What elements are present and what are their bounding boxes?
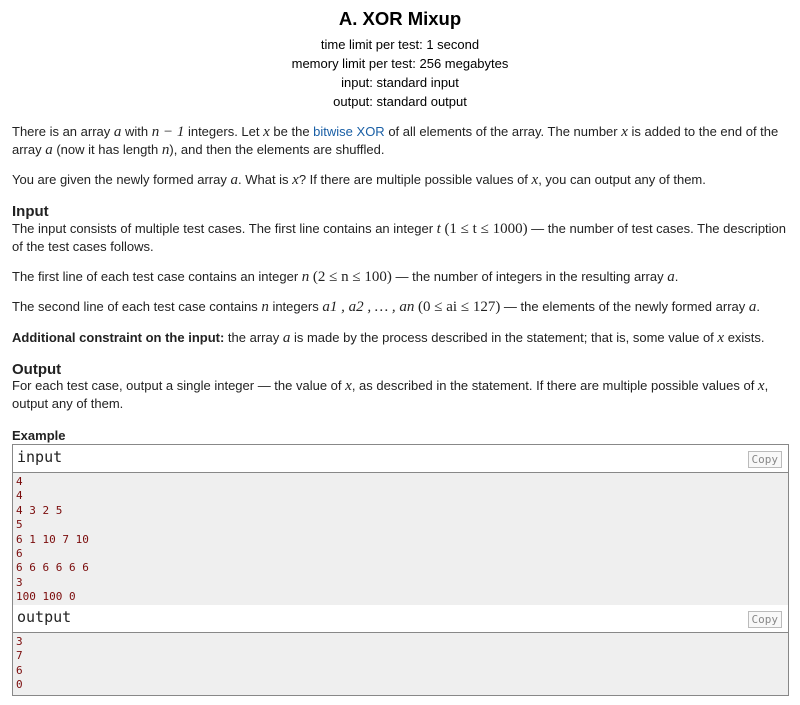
example-output-label: output <box>17 608 72 626</box>
output-section-title: Output <box>12 361 62 378</box>
input-line: 4 <box>16 489 23 503</box>
statement-paragraph-2: You are given the newly formed array a. What is x? If there are multiple possible values of x, you can output any of them. <box>12 172 706 188</box>
memory-limit: memory limit per test: 256 megabytes <box>291 56 509 71</box>
input-paragraph-2: The first line of each test case contains an integer n (2 ≤ n ≤ 100) — the number of integers in the resulting array a. <box>12 269 679 285</box>
output-line: 6 <box>16 663 23 677</box>
problem-title: A. XOR Mixup <box>338 8 462 29</box>
input-section-title: Input <box>12 203 49 220</box>
example-output-content <box>13 633 788 695</box>
copy-input-button[interactable]: Copy <box>748 451 783 468</box>
statement-paragraph-1: There is an array a with n − 1 integers. Let x be the bitwise XOR of all elements of the array. The number x is added to the end of the array a (now it has length n), and then the elements are shuffled. <box>12 124 779 158</box>
example-input-box <box>12 444 789 608</box>
bitwise-xor-link[interactable]: bitwise XOR <box>313 124 385 139</box>
input-line: 6 6 6 6 6 6 <box>16 561 89 575</box>
output-line: 0 <box>16 678 23 692</box>
input-line: 100 100 0 <box>16 590 76 604</box>
output-paragraph-1: For each test case, output a single integer — the value of x, as described in the statement. If there are multiple possible values of x, output any of them. <box>12 378 769 411</box>
example-input-header <box>13 445 788 473</box>
example-input-content <box>13 473 788 607</box>
input-spec: input: standard input <box>341 75 459 90</box>
example-output-header <box>13 605 788 633</box>
example-title: Example <box>12 428 66 443</box>
input-line: 6 1 10 7 10 <box>16 532 89 546</box>
output-line: 3 <box>16 635 23 648</box>
input-line: 4 <box>16 475 23 488</box>
input-line: 6 <box>16 546 23 560</box>
output-spec: output: standard output <box>333 94 467 109</box>
input-line: 4 3 2 5 <box>16 503 63 517</box>
example-output-box <box>12 605 789 696</box>
input-line: 5 <box>16 518 23 532</box>
copy-output-button[interactable]: Copy <box>748 611 783 628</box>
input-paragraph-3: The second line of each test case contains n integers a1 , a2 , … , an (0 ≤ ai ≤ 127) — the elements of the newly formed array a. <box>12 299 760 315</box>
input-paragraph-1: The input consists of multiple test cases. The first line contains an integer t (1 ≤ t ≤ 1000) — the number of test cases. The description of the test cases follows. <box>12 221 787 254</box>
input-line: 3 <box>16 575 23 589</box>
time-limit: time limit per test: 1 second <box>320 37 480 52</box>
output-line: 7 <box>16 649 23 663</box>
input-paragraph-4: Additional constraint on the input: the array a is made by the process described in the statement; that is, some value of x exists. <box>12 330 765 346</box>
example-input-label: input <box>17 448 63 466</box>
